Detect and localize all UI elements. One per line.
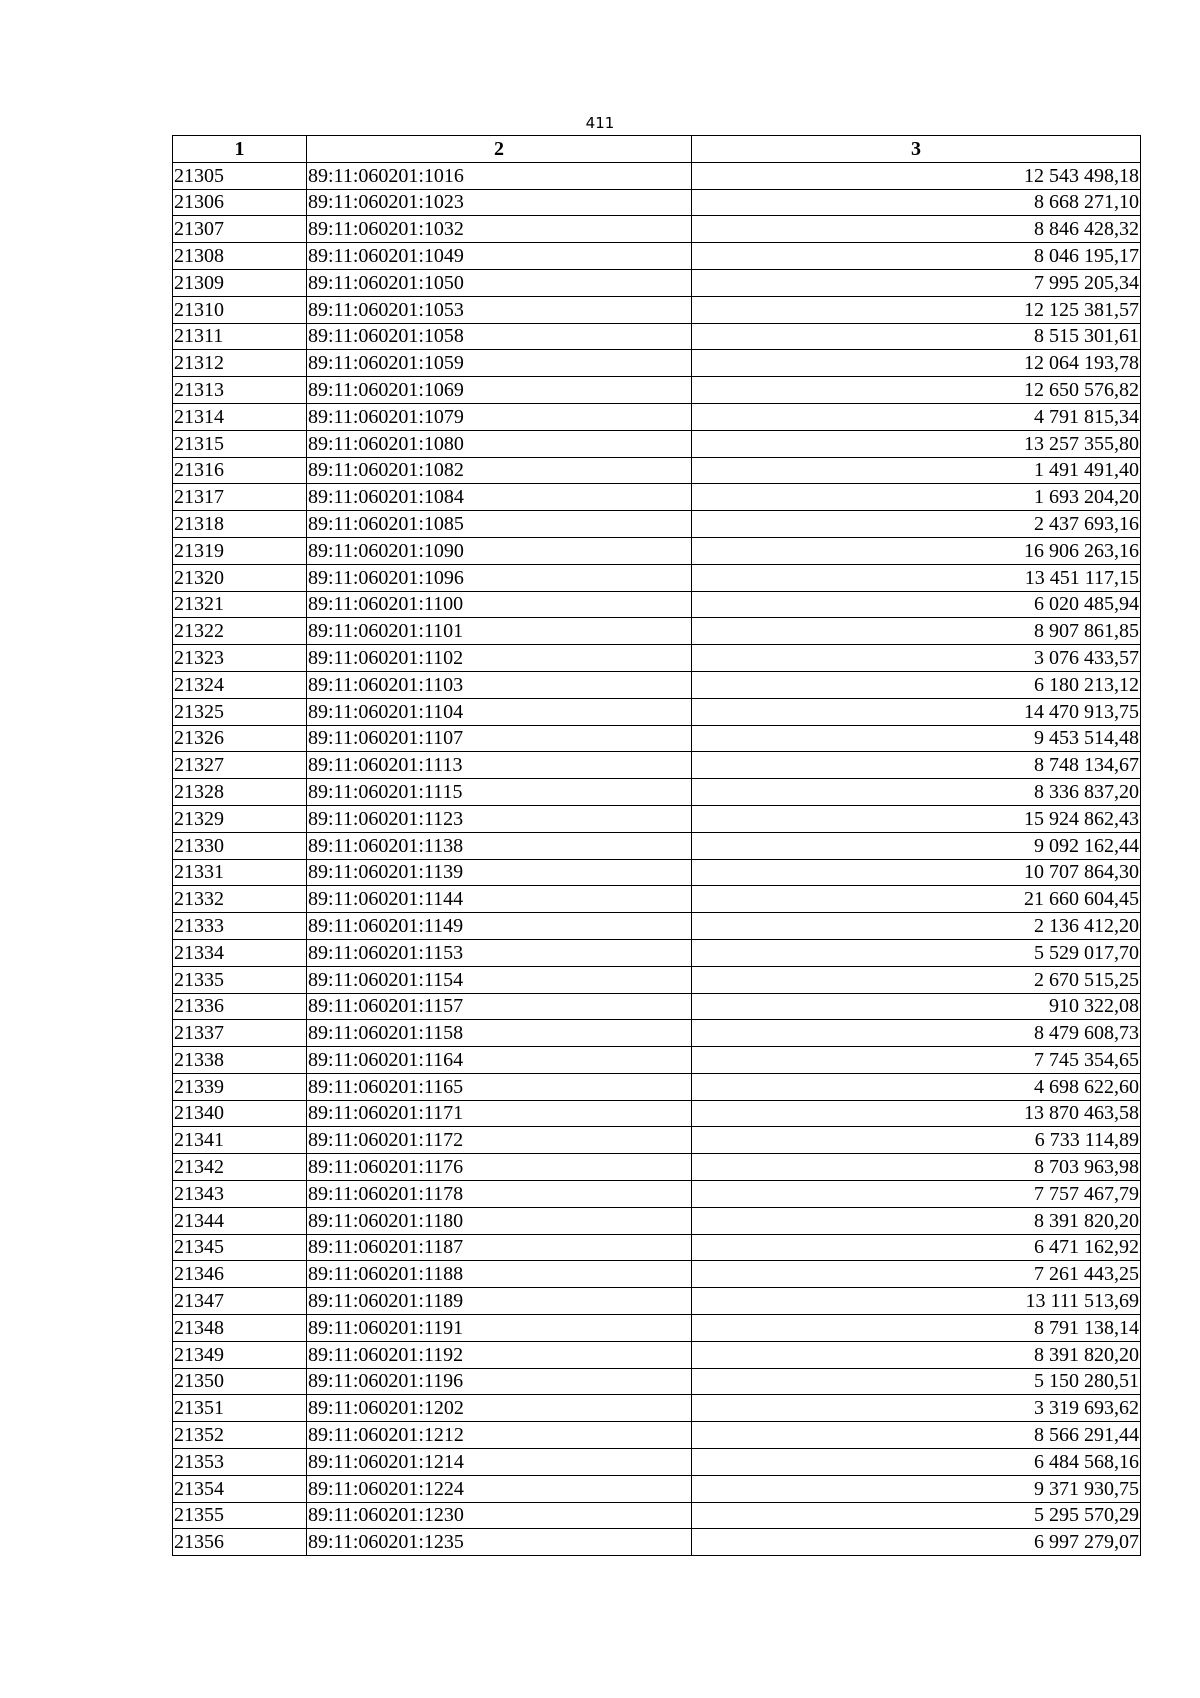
cadastral-value: 21 660 604,45 <box>692 886 1141 913</box>
cadastral-number: 89:11:060201:1202 <box>307 1395 692 1422</box>
row-number: 21319 <box>173 537 307 564</box>
table-row <box>173 993 1141 1020</box>
cadastral-value: 8 791 138,14 <box>692 1315 1141 1342</box>
row-number: 21353 <box>173 1449 307 1476</box>
cadastral-value: 8 668 271,10 <box>692 189 1141 216</box>
cadastral-value: 6 020 485,94 <box>692 591 1141 618</box>
table-body <box>173 162 1141 1555</box>
cadastral-value: 13 111 513,69 <box>692 1288 1141 1315</box>
cadastral-number: 89:11:060201:1079 <box>307 403 692 430</box>
table-row <box>173 1234 1141 1261</box>
cadastral-number: 89:11:060201:1138 <box>307 832 692 859</box>
row-number: 21343 <box>173 1181 307 1208</box>
table-row <box>173 564 1141 591</box>
row-number: 21355 <box>173 1502 307 1529</box>
cadastral-value: 8 336 837,20 <box>692 779 1141 806</box>
row-number: 21313 <box>173 377 307 404</box>
row-number: 21333 <box>173 913 307 940</box>
row-number: 21317 <box>173 484 307 511</box>
table-header-row <box>173 136 1141 163</box>
table-row <box>173 511 1141 538</box>
row-number: 21342 <box>173 1154 307 1181</box>
table-row <box>173 1261 1141 1288</box>
row-number: 21311 <box>173 323 307 350</box>
cadastral-value: 7 261 443,25 <box>692 1261 1141 1288</box>
table-row <box>173 457 1141 484</box>
cadastral-number: 89:11:060201:1187 <box>307 1234 692 1261</box>
row-number: 21306 <box>173 189 307 216</box>
table-row <box>173 1127 1141 1154</box>
cadastral-value: 2 437 693,16 <box>692 511 1141 538</box>
cadastral-value: 8 566 291,44 <box>692 1422 1141 1449</box>
table-row <box>173 1475 1141 1502</box>
cadastral-value: 3 319 693,62 <box>692 1395 1141 1422</box>
cadastral-value: 12 650 576,82 <box>692 377 1141 404</box>
table-row <box>173 591 1141 618</box>
cadastral-value: 7 745 354,65 <box>692 1047 1141 1074</box>
table-row <box>173 537 1141 564</box>
cadastral-number: 89:11:060201:1096 <box>307 564 692 591</box>
cadastral-value: 15 924 862,43 <box>692 805 1141 832</box>
table-row <box>173 1315 1141 1342</box>
cadastral-value: 12 064 193,78 <box>692 350 1141 377</box>
row-number: 21345 <box>173 1234 307 1261</box>
cadastral-number: 89:11:060201:1023 <box>307 189 692 216</box>
cadastral-value: 5 150 280,51 <box>692 1368 1141 1395</box>
table-row <box>173 1020 1141 1047</box>
table-row <box>173 832 1141 859</box>
cadastral-number: 89:11:060201:1053 <box>307 296 692 323</box>
table-row <box>173 1288 1141 1315</box>
cadastral-value: 4 791 815,34 <box>692 403 1141 430</box>
cadastral-value: 16 906 263,16 <box>692 537 1141 564</box>
cadastral-number: 89:11:060201:1050 <box>307 269 692 296</box>
table-row <box>173 671 1141 698</box>
row-number: 21340 <box>173 1100 307 1127</box>
row-number: 21314 <box>173 403 307 430</box>
cadastral-value: 8 846 428,32 <box>692 216 1141 243</box>
cadastral-value: 12 125 381,57 <box>692 296 1141 323</box>
row-number: 21323 <box>173 645 307 672</box>
cadastral-number: 89:11:060201:1189 <box>307 1288 692 1315</box>
cadastral-value: 13 451 117,15 <box>692 564 1141 591</box>
cadastral-value: 13 257 355,80 <box>692 430 1141 457</box>
row-number: 21310 <box>173 296 307 323</box>
cadastral-value: 6 733 114,89 <box>692 1127 1141 1154</box>
table-row <box>173 1422 1141 1449</box>
cadastral-number: 89:11:060201:1157 <box>307 993 692 1020</box>
table-row <box>173 323 1141 350</box>
cadastral-value: 3 076 433,57 <box>692 645 1141 672</box>
row-number: 21356 <box>173 1529 307 1556</box>
cadastral-number: 89:11:060201:1084 <box>307 484 692 511</box>
row-number: 21338 <box>173 1047 307 1074</box>
table-row <box>173 1341 1141 1368</box>
table-row <box>173 645 1141 672</box>
column-header-3: 3 <box>692 136 1141 163</box>
table-row <box>173 779 1141 806</box>
row-number: 21325 <box>173 698 307 725</box>
cadastral-value: 2 670 515,25 <box>692 966 1141 993</box>
column-header-1: 1 <box>173 136 307 163</box>
cadastral-value: 8 748 134,67 <box>692 752 1141 779</box>
table-row <box>173 1100 1141 1127</box>
cadastral-value: 1 693 204,20 <box>692 484 1141 511</box>
row-number: 21354 <box>173 1475 307 1502</box>
table-row <box>173 162 1141 189</box>
cadastral-number: 89:11:060201:1103 <box>307 671 692 698</box>
cadastral-number: 89:11:060201:1102 <box>307 645 692 672</box>
table-row <box>173 296 1141 323</box>
cadastral-value: 12 543 498,18 <box>692 162 1141 189</box>
cadastral-value: 2 136 412,20 <box>692 913 1141 940</box>
cadastral-value: 5 295 570,29 <box>692 1502 1141 1529</box>
cadastral-value: 1 491 491,40 <box>692 457 1141 484</box>
cadastral-number: 89:11:060201:1196 <box>307 1368 692 1395</box>
cadastral-number: 89:11:060201:1058 <box>307 323 692 350</box>
cadastral-number: 89:11:060201:1153 <box>307 939 692 966</box>
row-number: 21327 <box>173 752 307 779</box>
cadastral-number: 89:11:060201:1080 <box>307 430 692 457</box>
row-number: 21352 <box>173 1422 307 1449</box>
cadastral-number: 89:11:060201:1104 <box>307 698 692 725</box>
cadastral-number: 89:11:060201:1144 <box>307 886 692 913</box>
cadastral-number: 89:11:060201:1180 <box>307 1207 692 1234</box>
row-number: 21347 <box>173 1288 307 1315</box>
row-number: 21307 <box>173 216 307 243</box>
cadastral-value: 7 995 205,34 <box>692 269 1141 296</box>
cadastral-number: 89:11:060201:1059 <box>307 350 692 377</box>
table-row <box>173 886 1141 913</box>
cadastral-number: 89:11:060201:1178 <box>307 1181 692 1208</box>
cadastral-number: 89:11:060201:1164 <box>307 1047 692 1074</box>
cadastral-number: 89:11:060201:1049 <box>307 243 692 270</box>
row-number: 21334 <box>173 939 307 966</box>
cadastral-value: 10 707 864,30 <box>692 859 1141 886</box>
row-number: 21348 <box>173 1315 307 1342</box>
row-number: 21326 <box>173 725 307 752</box>
row-number: 21305 <box>173 162 307 189</box>
table-row <box>173 966 1141 993</box>
row-number: 21336 <box>173 993 307 1020</box>
table-row <box>173 1449 1141 1476</box>
cadastral-number: 89:11:060201:1113 <box>307 752 692 779</box>
cadastral-number: 89:11:060201:1107 <box>307 725 692 752</box>
row-number: 21331 <box>173 859 307 886</box>
row-number: 21330 <box>173 832 307 859</box>
cadastral-value: 13 870 463,58 <box>692 1100 1141 1127</box>
table-row <box>173 484 1141 511</box>
cadastral-number: 89:11:060201:1123 <box>307 805 692 832</box>
table-row <box>173 913 1141 940</box>
table-row <box>173 618 1141 645</box>
row-number: 21322 <box>173 618 307 645</box>
cadastral-value: 6 471 162,92 <box>692 1234 1141 1261</box>
table-row <box>173 1181 1141 1208</box>
column-header-2: 2 <box>307 136 692 163</box>
table-row <box>173 189 1141 216</box>
cadastral-value: 6 997 279,07 <box>692 1529 1141 1556</box>
page-number: 411 <box>585 114 615 132</box>
row-number: 21309 <box>173 269 307 296</box>
cadastral-number: 89:11:060201:1192 <box>307 1341 692 1368</box>
cadastral-value: 6 484 568,16 <box>692 1449 1141 1476</box>
cadastral-value: 8 046 195,17 <box>692 243 1141 270</box>
cadastral-number: 89:11:060201:1139 <box>307 859 692 886</box>
row-number: 21350 <box>173 1368 307 1395</box>
cadastral-value: 8 391 820,20 <box>692 1341 1141 1368</box>
cadastral-value: 9 371 930,75 <box>692 1475 1141 1502</box>
row-number: 21316 <box>173 457 307 484</box>
table-row <box>173 939 1141 966</box>
table-row <box>173 805 1141 832</box>
row-number: 21351 <box>173 1395 307 1422</box>
cadastral-value: 8 479 608,73 <box>692 1020 1141 1047</box>
row-number: 21346 <box>173 1261 307 1288</box>
row-number: 21324 <box>173 671 307 698</box>
table-row <box>173 269 1141 296</box>
cadastral-number: 89:11:060201:1214 <box>307 1449 692 1476</box>
table-row <box>173 403 1141 430</box>
row-number: 21329 <box>173 805 307 832</box>
table-row <box>173 1395 1141 1422</box>
cadastral-number: 89:11:060201:1176 <box>307 1154 692 1181</box>
row-number: 21328 <box>173 779 307 806</box>
cadastral-number: 89:11:060201:1085 <box>307 511 692 538</box>
cadastral-value: 8 703 963,98 <box>692 1154 1141 1181</box>
table-row <box>173 1207 1141 1234</box>
table-row <box>173 859 1141 886</box>
row-number: 21320 <box>173 564 307 591</box>
cadastral-value-table <box>172 135 1141 1556</box>
row-number: 21344 <box>173 1207 307 1234</box>
cadastral-number: 89:11:060201:1158 <box>307 1020 692 1047</box>
row-number: 21321 <box>173 591 307 618</box>
row-number: 21332 <box>173 886 307 913</box>
cadastral-number: 89:11:060201:1090 <box>307 537 692 564</box>
cadastral-value: 9 092 162,44 <box>692 832 1141 859</box>
cadastral-number: 89:11:060201:1188 <box>307 1261 692 1288</box>
cadastral-number: 89:11:060201:1032 <box>307 216 692 243</box>
table-row <box>173 1154 1141 1181</box>
row-number: 21318 <box>173 511 307 538</box>
row-number: 21339 <box>173 1073 307 1100</box>
cadastral-number: 89:11:060201:1082 <box>307 457 692 484</box>
cadastral-value: 8 391 820,20 <box>692 1207 1141 1234</box>
table-row <box>173 1073 1141 1100</box>
cadastral-number: 89:11:060201:1224 <box>307 1475 692 1502</box>
table-row <box>173 1047 1141 1074</box>
cadastral-number: 89:11:060201:1172 <box>307 1127 692 1154</box>
table-row <box>173 698 1141 725</box>
cadastral-value: 4 698 622,60 <box>692 1073 1141 1100</box>
row-number: 21335 <box>173 966 307 993</box>
table-row <box>173 1368 1141 1395</box>
cadastral-number: 89:11:060201:1115 <box>307 779 692 806</box>
cadastral-value: 6 180 213,12 <box>692 671 1141 698</box>
cadastral-number: 89:11:060201:1212 <box>307 1422 692 1449</box>
cadastral-value: 8 515 301,61 <box>692 323 1141 350</box>
cadastral-number: 89:11:060201:1171 <box>307 1100 692 1127</box>
cadastral-number: 89:11:060201:1165 <box>307 1073 692 1100</box>
row-number: 21312 <box>173 350 307 377</box>
table-row <box>173 752 1141 779</box>
row-number: 21308 <box>173 243 307 270</box>
cadastral-number: 89:11:060201:1100 <box>307 591 692 618</box>
table-row <box>173 430 1141 457</box>
cadastral-number: 89:11:060201:1016 <box>307 162 692 189</box>
cadastral-value: 5 529 017,70 <box>692 939 1141 966</box>
row-number: 21315 <box>173 430 307 457</box>
cadastral-value: 8 907 861,85 <box>692 618 1141 645</box>
cadastral-number: 89:11:060201:1230 <box>307 1502 692 1529</box>
table-row <box>173 216 1141 243</box>
cadastral-number: 89:11:060201:1235 <box>307 1529 692 1556</box>
table-row <box>173 1502 1141 1529</box>
cadastral-value: 910 322,08 <box>692 993 1141 1020</box>
cadastral-number: 89:11:060201:1101 <box>307 618 692 645</box>
row-number: 21349 <box>173 1341 307 1368</box>
cadastral-value: 14 470 913,75 <box>692 698 1141 725</box>
cadastral-number: 89:11:060201:1069 <box>307 377 692 404</box>
table-row <box>173 377 1141 404</box>
table-row <box>173 1529 1141 1556</box>
table-row <box>173 243 1141 270</box>
table-row <box>173 350 1141 377</box>
cadastral-value: 7 757 467,79 <box>692 1181 1141 1208</box>
cadastral-value: 9 453 514,48 <box>692 725 1141 752</box>
cadastral-number: 89:11:060201:1154 <box>307 966 692 993</box>
cadastral-number: 89:11:060201:1191 <box>307 1315 692 1342</box>
row-number: 21337 <box>173 1020 307 1047</box>
row-number: 21341 <box>173 1127 307 1154</box>
cadastral-number: 89:11:060201:1149 <box>307 913 692 940</box>
table-row <box>173 725 1141 752</box>
